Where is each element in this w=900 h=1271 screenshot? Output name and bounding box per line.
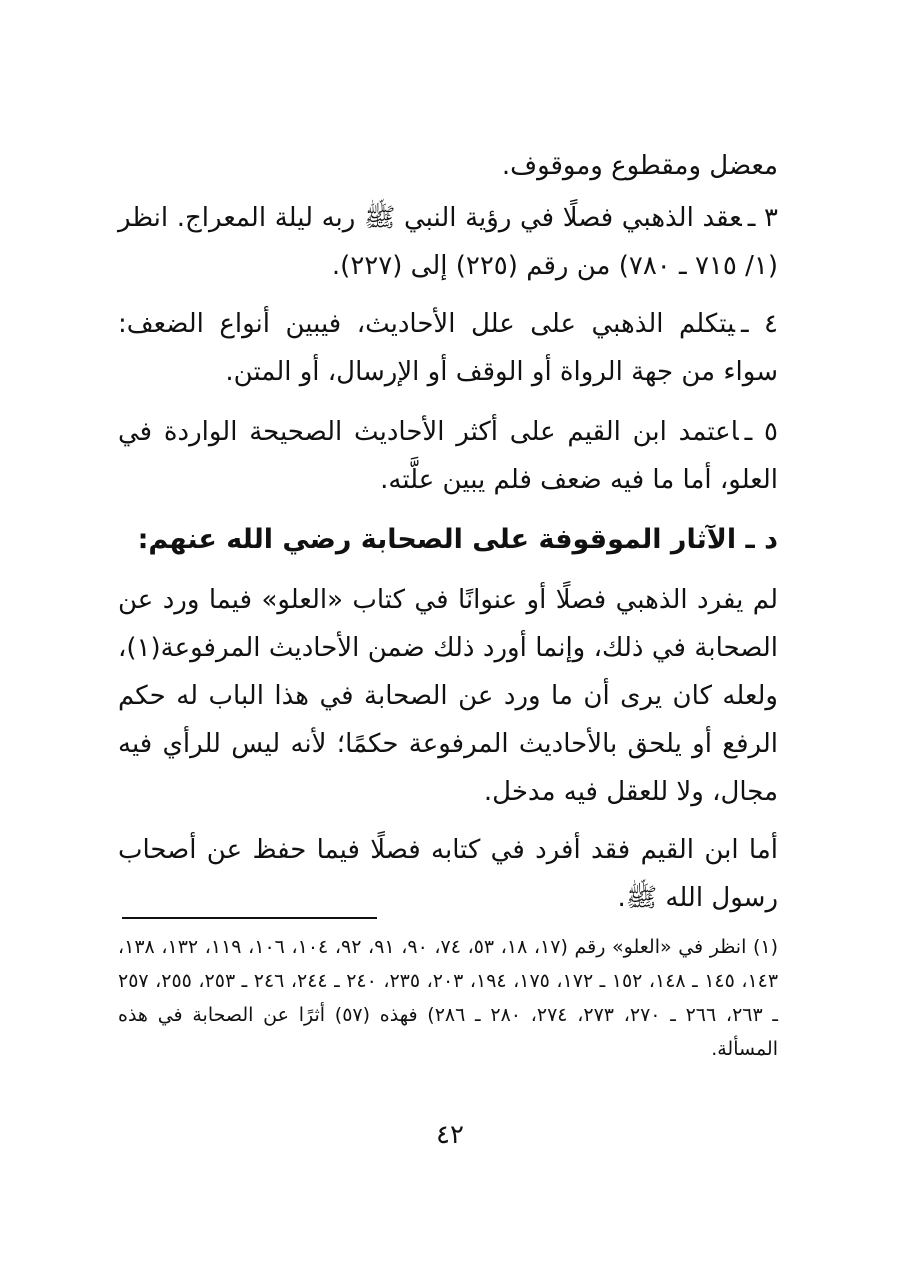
page-number: ٤٢ <box>436 1120 464 1150</box>
footnote-separator <box>122 917 377 919</box>
list-item-5 <box>118 408 778 504</box>
body-paragraph-closing: أما ابن القيم فقد أفرد في كتابه فصلًا فيما حفظ عن أصحاب رسول الله ﷺ. <box>118 835 778 913</box>
section-heading: د ـ الآثار الموقوفة على الصحابة رضي الله عنهم: <box>137 524 778 555</box>
list-item-text: عقد الذهبي فصلًا في رؤية النبي ﷺ ربه ليلة المعراج. انظر (١/ ٧١٥ ـ ٧٨٠) من رقم (٢٢٥) إلى (٢٢٧). <box>118 203 778 281</box>
list-item-4 <box>118 300 778 396</box>
list-item-number: ٥ ـ <box>744 417 778 447</box>
list-item-text: اعتمد ابن القيم على أكثر الأحاديث الصحيحة الواردة في العلو، أما ما فيه ضعف فلم يبين علَّته. <box>118 417 778 495</box>
list-item-number: ٣ ـ <box>747 203 778 233</box>
footnote: (١) انظر في «العلو» رقم (١٧، ١٨، ٥٣، ٧٤، ٩٠، ٩١، ٩٢، ١٠٤، ١٠٦، ١١٩، ١٣٢، ١٣٨، ١٤٣، ١٤٥ ـ ١٤٨، ١٥٢ ـ ١٧٢، ١٧٥، ١٩٤، ٢٠٣، ٢٣٥، ٢٤٠ ـ ٢٤٤، ٢٤٦ ـ ٢٥٣، ٢٥٥، ٢٥٧ ـ ٢٦٣، ٢٦٦ ـ ٢٧٠، ٢٧٣، ٢٧٤، ٢٨٠ ـ ٢٨٦) فهذه (٥٧) أثرًا عن الصحابة في هذه المسألة. <box>118 936 779 1060</box>
body-paragraph: لم يفرد الذهبي فصلًا أو عنوانًا في كتاب «العلو» فيما ورد عن الصحابة في ذلك، وإنما أورد ذلك ضمن الأحاديث المرفوعة(١)، ولعله كان يرى أن ما ورد عن الصحابة في هذا الباب له حكم الرفع أو يلحق بالأحاديث المرفوعة حكمًا؛ لأنه ليس للرأي فيه مجال، ولا للعقل فيه مدخل. <box>118 585 778 807</box>
line-continuation: معضل ومقطوع وموقوف. <box>501 151 778 181</box>
list-item-text: يتكلم الذهبي على علل الأحاديث، فيبين أنواع الضعف: سواء من جهة الرواة أو الوقف أو الإرسال، أو المتن. <box>118 309 778 387</box>
list-item-number: ٤ ـ <box>740 309 778 339</box>
list-item-3 <box>118 194 778 290</box>
